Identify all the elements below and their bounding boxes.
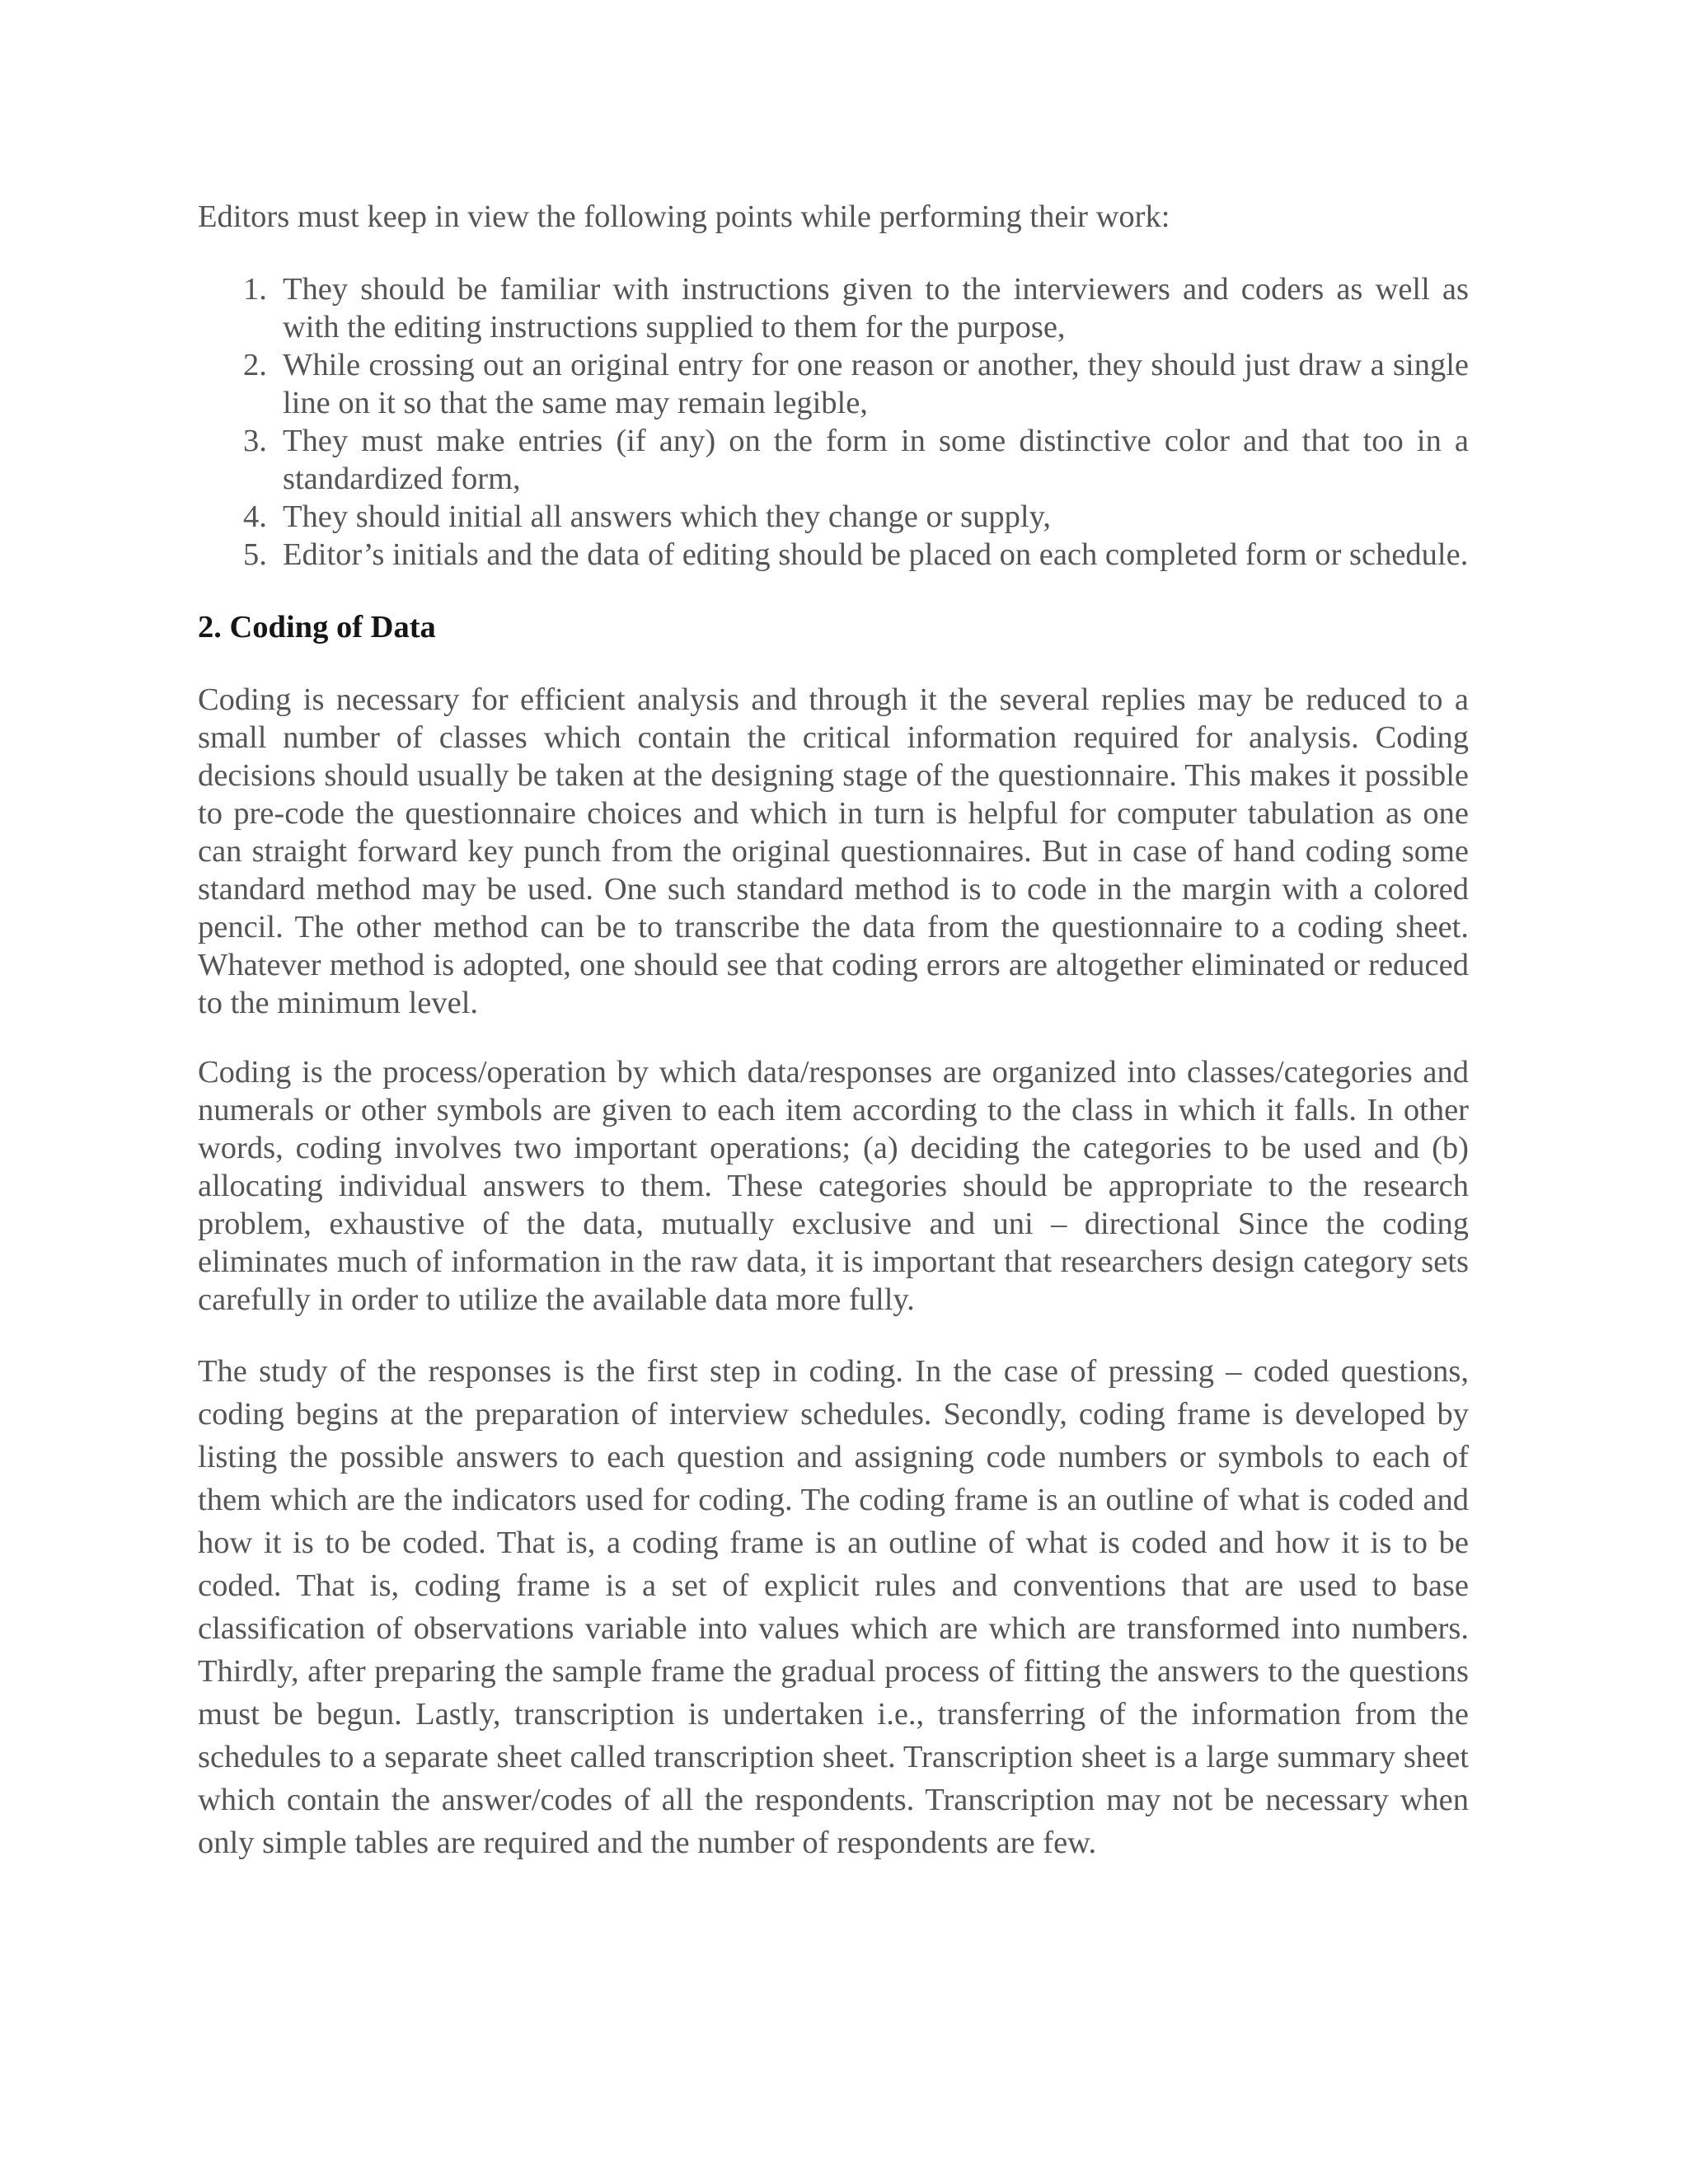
list-number: 1. [243,272,267,307]
list-item-text: Editor’s initials and the data of editing should be placed on each completed form or schedule. [283,537,1469,572]
list-number: 5. [243,537,267,572]
list-item-text: They should initial all answers which they change or supply, [283,499,1051,534]
list-item [198,270,1469,346]
section-heading: 2. Coding of Data [198,610,436,644]
list-item [198,346,1469,422]
list-item-text: While crossing out an original entry for one reason or another, they should just draw a single line on it so that the same may remain legible, [283,348,1469,420]
editing-rules-list [198,270,1469,574]
list-item-text: They should be familiar with instructions given to the interviewers and coders as well as with the editing instructions supplied to them for the purpose, [283,272,1469,344]
document-page [198,198,1469,1896]
list-number: 2. [243,348,267,382]
intro-text: Editors must keep in view the following points while performing their work: [198,199,1170,234]
list-item [198,422,1469,498]
list-item [198,498,1469,536]
list-number: 4. [243,499,267,534]
list-item-text: They must make entries (if any) on the form in some distinctive color and that too in a standardized form, [283,424,1469,496]
paragraph-coding-purpose: Coding is necessary for efficient analysis and through it the several replies may be reduced to a small number of classes which contain the critical information required for analysis. Coding decisions should usually be taken at the designing stage of the questionnaire. This makes it possible to pre-code the questionnaire choices and which in turn is helpful for computer tabulation as one can straight forward key punch from the original questionnaires. But in case of hand coding some standard method may be used. One such standard method is to code in the margin with a colored pencil. The other method can be to transcribe the data from the questionnaire to a coding sheet. Whatever method is adopted, one should see that coding errors are altogether eliminated or reduced to the minimum level. [198,682,1469,1020]
paragraph-coding-steps: The study of the responses is the first step in coding. In the case of pressing – coded questions, coding begins at the preparation of interview schedules. Secondly, coding frame is developed by listing the possible answers to each question and assigning code numbers or symbols to each of them which are the indicators used for coding. The coding frame is an outline of what is coded and how it is to be coded. That is, a coding frame is an outline of what is coded and how it is to be coded. That is, coding frame is a set of explicit rules and conventions that are used to base classification of observations variable into values which are which are transformed into numbers. Thirdly, after preparing the sample frame the gradual process of fitting the answers to the questions must be begun. Lastly, transcription is undertaken i.e., transferring of the information from the schedules to a separate sheet called transcription sheet. Transcription sheet is a large summary sheet which contain the answer/codes of all the respondents. Transcription may not be necessary when only simple tables are required and the number of respondents are few. [198,1354,1469,1860]
list-item [198,536,1469,574]
list-number: 3. [243,424,267,458]
paragraph-coding-process: Coding is the process/operation by which data/responses are organized into classes/categories and numerals or other symbols are given to each item according to the class in which it falls. In other words, coding involves two important operations; (a) deciding the categories to be used and (b) allocating individual answers to them. These categories should be appropriate to the research problem, exhaustive of the data, mutually exclusive and uni – directional Since the coding eliminates much of information in the raw data, it is important that researchers design category sets carefully in order to utilize the available data more fully. [198,1055,1469,1317]
